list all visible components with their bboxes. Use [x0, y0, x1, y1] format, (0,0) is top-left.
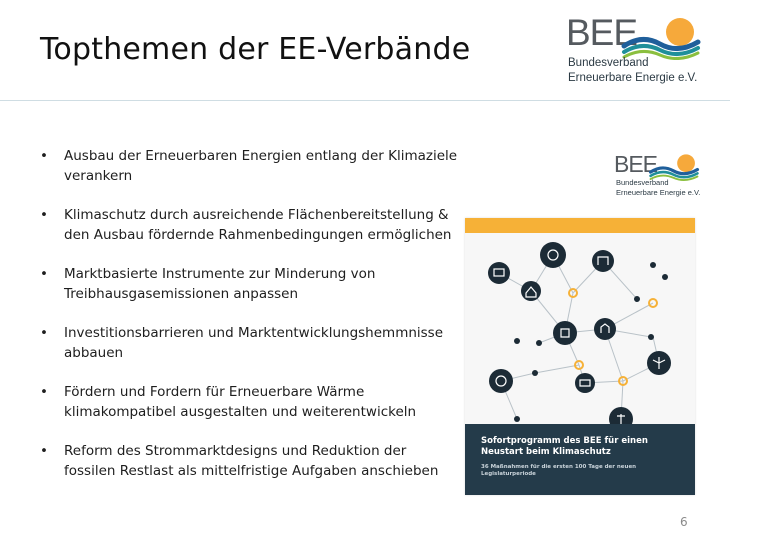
topic-list [40, 146, 460, 500]
topic-item [40, 382, 460, 422]
publication-logo-wordmark: BEE [614, 151, 658, 177]
bee-logo [566, 14, 706, 90]
page-number: 6 [680, 515, 688, 529]
topic-text: Marktbasierte Instrumente zur Minderung von Treibhausgasemissionen anpassen [64, 266, 376, 302]
title-divider [0, 100, 730, 101]
bee-logo-line2: Erneuerbare Energie e.V. [568, 72, 698, 84]
bullet-marker: • [40, 325, 48, 341]
topic-item [40, 441, 460, 481]
publication-logo-line2: Erneuerbare Energie e.V. [616, 188, 701, 197]
cover-title-band [465, 424, 695, 495]
bullet-marker: • [40, 266, 48, 282]
topic-text: Fördern und Fordern für Erneuerbare Wärme klimakompatibel ausgestalten und weiterentwickeln [64, 384, 417, 420]
topic-text: Ausbau der Erneuerbaren Energien entlang der Klimaziele verankern [64, 148, 458, 184]
bullet-marker: • [40, 443, 48, 459]
bullet-marker: • [40, 207, 48, 223]
slide-title: Topthemen der EE-Verbände [40, 32, 471, 67]
energy-network-illustration [465, 233, 695, 424]
topic-item [40, 205, 460, 245]
cover-top-bar [465, 218, 695, 233]
publication-cover [465, 218, 695, 495]
bullet-marker: • [40, 384, 48, 400]
topic-text: Klimaschutz durch ausreichende Flächenbereitstellung & den Ausbau fördernde Rahmenbedingungen ermöglichen [64, 207, 452, 243]
bee-logo-sun-wave-icon [620, 16, 702, 60]
topic-text: Reform des Strommarktdesigns und Reduktion der fossilen Restlast als mittelfristige Aufgaben anschieben [64, 443, 439, 479]
publication-bee-logo [614, 152, 704, 202]
topic-item [40, 264, 460, 304]
topic-item [40, 323, 460, 363]
publication-title: Sofortprogramm des BEE für einen Neustart beim Klimaschutz [481, 436, 648, 457]
publication-subtitle: 36 Maßnahmen für die ersten 100 Tage der neuen Legislaturperiode [481, 464, 637, 477]
bee-logo-line1: Bundesverband [568, 57, 649, 69]
topic-text: Investitionsbarrieren und Marktentwicklungshemmnisse abbauen [64, 325, 444, 361]
publication-logo-sun-wave-icon [648, 153, 700, 181]
bullet-marker: • [40, 148, 48, 164]
publication-logo-line1: Bundesverband [616, 178, 669, 187]
topic-item [40, 146, 460, 186]
bee-logo-wordmark: BEE [566, 12, 638, 53]
